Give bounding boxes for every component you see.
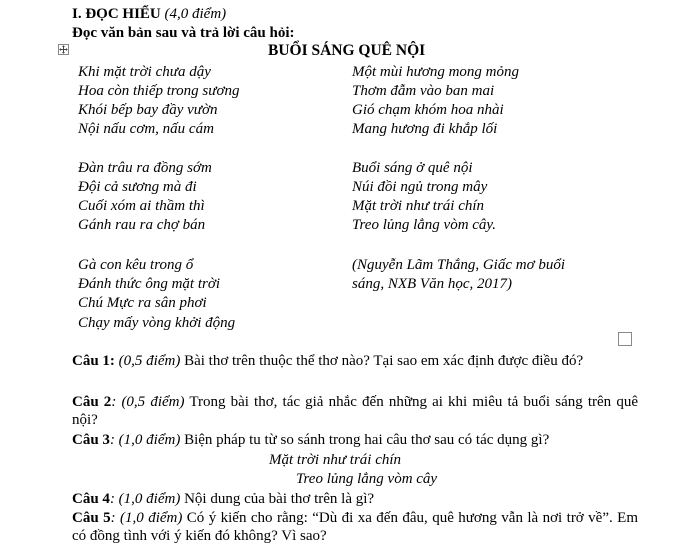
question-label: Câu 3 [72,432,110,448]
poem-line: Một mùi hương mong mỏng [352,64,520,80]
poem-line: Mang hương đi khắp lối [352,121,498,137]
section-points: (4,0 điểm) [164,6,227,22]
question-text: Có ý kiến cho rằng: “Dù đi xa đến đâu, quê hương vẫn là nơi trở về”. Em có đồng tình với ý kiến đó không? Vì sao? [72,510,638,544]
poem-line: Mặt trời như trái chín [352,198,485,214]
poem-line: Cuối xóm ai thầm thì [78,198,205,214]
section-heading [72,5,226,23]
poem-line: Đánh thức ông mặt trời [78,276,221,292]
square-resize-icon[interactable] [618,332,632,346]
poem-line: Gánh rau ra chợ bán [78,217,206,233]
poem-source-line: (Nguyễn Lãm Thắng, Giấc mơ buổi [352,257,565,273]
poem-line: Núi đồi ngủ trong mây [352,179,488,195]
question-4 [72,490,638,508]
four-arrow-move-icon[interactable] [58,44,69,55]
poem-line: Nội nấu cơm, nấu cám [78,121,214,137]
poem-line: Gió chạm khóm hoa nhài [352,102,504,118]
poem-line: Khói bếp bay đầy vườn [78,102,218,118]
poem-line: Đàn trâu ra đồng sớm [78,160,212,176]
poem-line: Đội cả sương mà đi [78,179,197,195]
question-points: : (1,0 điểm) [109,432,181,448]
question-points: : (1,0 điểm) [110,510,183,526]
quoted-verse: Treo lủng lẳng vòm cây [296,471,438,487]
question-text: Biện pháp tu từ so sánh trong hai câu thơ sau có tác dụng gì? [180,432,550,448]
question-label: Câu 1: [72,353,115,369]
poem-line: Thơm đẫm vào ban mai [352,83,495,99]
poem-line: Chú Mực ra sân phơi [78,295,207,311]
question-1 [72,352,638,370]
instruction: Đọc văn bản sau và trả lời câu hỏi: [72,25,295,41]
poem-source-line: sáng, NXB Văn học, 2017) [352,276,512,292]
poem-line: Chạy mấy vòng khởi động [78,315,236,331]
question-points: : (0,5 điểm) [111,394,185,410]
question-5 [72,509,638,545]
poem-line: Gà con kêu trong ổ [78,257,194,273]
quoted-verse: Mặt trời như trái chín [269,452,402,468]
question-text: Nội dung của bài thơ trên là gì? [180,491,375,507]
question-points: : (1,0 điểm) [109,491,181,507]
poem-title: BUỔI SÁNG QUÊ NỘI [268,42,426,59]
poem-line: Hoa còn thiếp trong sương [78,83,240,99]
question-text: Bài thơ trên thuộc thể thơ nào? Tại sao em xác định được điều đó? [180,353,584,369]
question-label: Câu 5 [72,510,111,526]
poem-line: Treo lủng lẳng vòm cây. [352,217,497,233]
question-2 [72,393,638,429]
question-text: Trong bài thơ, tác giả nhắc đến những ai khi miêu tả buổi sáng trên quê nội? [72,394,638,428]
question-points: (0,5 điểm) [118,353,181,369]
question-3 [72,431,638,449]
question-label: Câu 2 [72,394,112,410]
question-label: Câu 4 [72,491,110,507]
section-title: I. ĐỌC HIỂU [72,6,161,22]
poem-line: Buổi sáng ở quê nội [352,160,473,176]
poem-line: Khi mặt trời chưa dậy [78,64,211,80]
